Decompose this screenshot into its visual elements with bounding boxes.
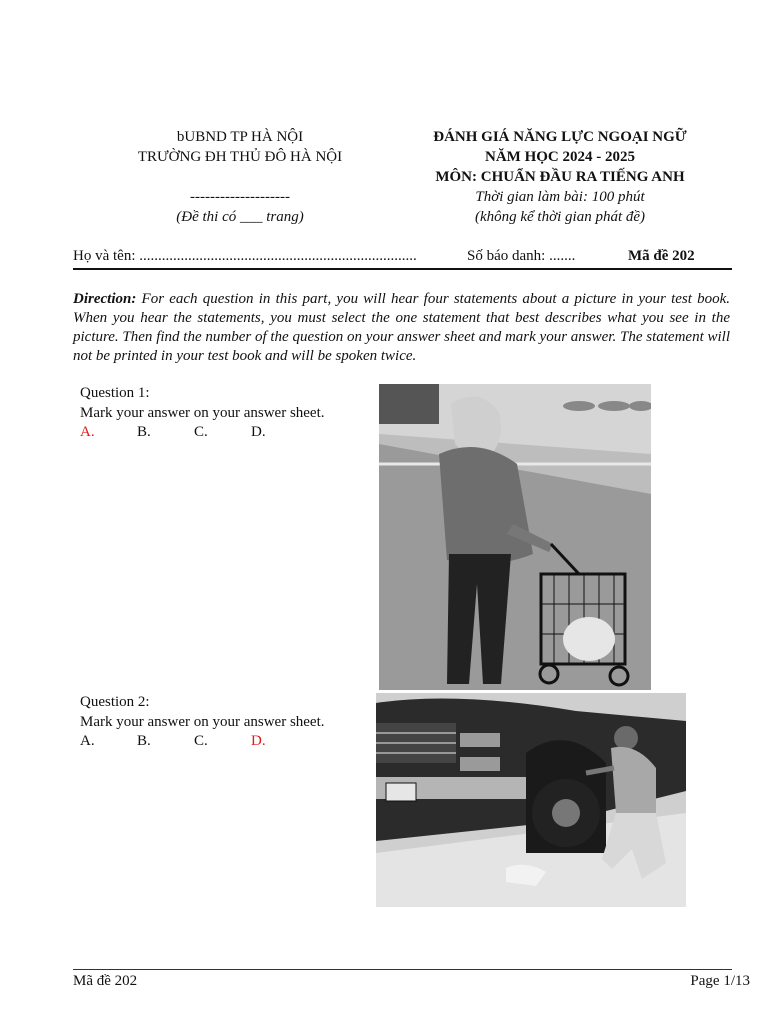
answer-options [80,423,370,443]
direction-text: For each question in this part, you will hear four statements about a picture in your test book. When you hear the statements, you must select the one statement that best describes what you see in the picture. Then find the number of the question on your answer sheet and mark your answer. The statement will not be printed in your test book and will be spoken twice. [73,291,731,364]
subject: MÔN: CHUẨN ĐẦU RA TIẾNG ANH [435,169,685,185]
header-right-block [400,127,720,227]
question-instruction: Mark your answer on your answer sheet. [80,404,325,421]
exam-code: Mã đề 202 [628,248,695,264]
spacer [100,167,380,187]
question-title: Question 2: [80,694,150,710]
candidate-info-row [73,248,732,268]
question-2 [80,693,370,752]
option-c: C. [194,424,208,440]
question-1-photo [379,384,651,690]
question-title: Question 1: [80,385,150,401]
pages-note: (Đề thi có ___ trang) [176,209,304,225]
duration-note: (không kể thời gian phát đề) [474,209,646,225]
duration: Thời gian làm bài: 100 phút [475,189,645,205]
school-name: TRƯỜNG ĐH THỦ ĐÔ HÀ NỘI [137,149,343,165]
answer-options [80,732,370,752]
direction-label: Direction: [73,291,137,307]
candidate-id-field: Số báo danh: ....... [467,248,576,264]
option-b: B. [137,733,151,749]
question-instruction: Mark your answer on your answer sheet. [80,713,325,730]
direction-paragraph [73,290,730,366]
header-left-block [100,127,380,227]
page-number: Page 1/13 [690,973,750,989]
footer-exam-code: Mã đề 202 [73,973,138,989]
option-b: B. [137,424,151,440]
man-fixing-truck-tire-image [376,693,686,907]
option-d: D. [251,733,266,749]
question-2-photo [376,693,686,907]
footer-divider [73,969,732,970]
exam-title: ĐÁNH GIÁ NĂNG LỰC NGOẠI NGỮ [433,129,687,145]
candidate-name-field: Họ và tên: .......................................................................... [73,248,417,264]
option-a: A. [80,733,95,749]
option-a: A. [80,424,95,440]
option-c: C. [194,733,208,749]
info-divider [73,268,732,270]
org-name: bUBND TP HÀ NỘI [176,129,304,145]
question-1 [80,384,370,443]
option-d: D. [251,424,266,440]
elderly-woman-with-shopping-cart-image [379,384,651,690]
school-year: NĂM HỌC 2024 - 2025 [485,149,635,165]
dash-separator: -------------------- [190,189,290,205]
